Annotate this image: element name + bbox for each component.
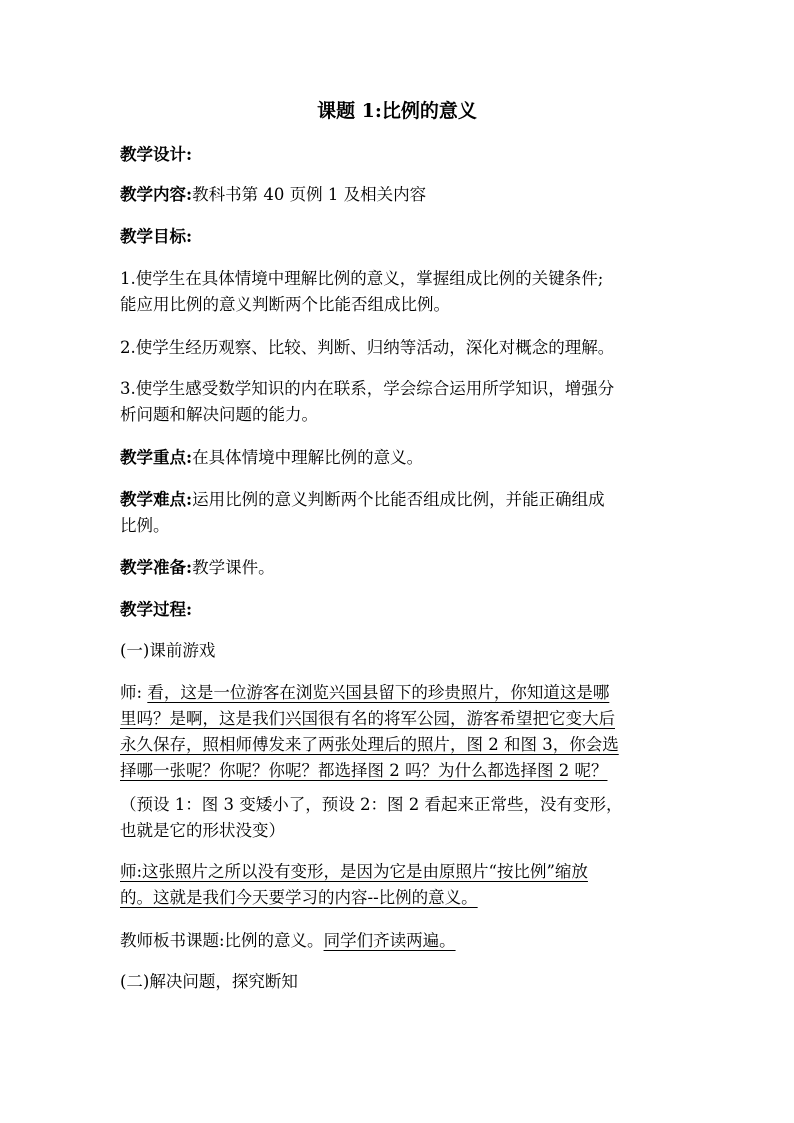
preparation [120, 557, 680, 579]
para-2-line-2: 的。这就是我们今天要学习的内容--比例的意义。 [120, 888, 478, 907]
para-2-line-1: 师:这张照片之所以没有变形，是因为它是由原照片“按比例”缩放 [120, 862, 588, 881]
teaching-process-heading: 教学过程: [120, 600, 193, 619]
preparation-text: 教学课件。 [192, 558, 275, 577]
document-title: 课题 1:比例的意义 [317, 100, 477, 122]
teaching-content-label: 教学内容: [120, 185, 193, 204]
para-1-note-line-1: （预设 1：图 3 变矮小了，预设 2：图 2 看起来正常些，没有变形， [120, 795, 623, 814]
difficulty-label: 教学难点: [120, 490, 193, 509]
key-point [120, 447, 680, 469]
difficulty-line-2: 比例。 [120, 516, 170, 535]
para-1-line-3: 永久保存，照相师傅发来了两张处理后的照片，图 2 和图 3，你会选 [120, 735, 619, 754]
goal-1-line-2: 能应用比例的意义判断两个比能否组成比例。 [120, 295, 450, 314]
para-3 [120, 930, 680, 952]
para-1-text-1: 看，这是一位游客在浏览兴国县留下的珍贵照片，你知道这是哪 [147, 683, 610, 702]
para-1-line-2: 里吗？是啊，这是我们兴国很有名的将军公园，游客希望把它变大后 [120, 709, 615, 728]
key-point-text: 在具体情境中理解比例的意义。 [192, 448, 424, 467]
difficulty-line-1 [120, 489, 680, 511]
teaching-design-heading: 教学设计: [120, 145, 193, 164]
goal-2-line-1: 2.使学生经历观察、比较、判断、归纳等活动，深化对概念的理解。 [120, 338, 615, 357]
goal-3-line-2: 析问题和解决问题的能力。 [120, 405, 318, 424]
para-1-line-4: 择哪一张呢？你呢？你呢？都选择图 2 吗？为什么都选择图 2 呢？ [120, 761, 608, 780]
goal-3-line-1: 3.使学生感受数学知识的内在联系，学会综合运用所学知识，增强分 [120, 379, 615, 398]
para-1-speaker: 师: [120, 683, 148, 702]
section-1-heading: (一)课前游戏 [120, 641, 216, 660]
teaching-content [120, 184, 680, 206]
key-point-label: 教学重点: [120, 448, 193, 467]
teaching-goals-heading: 教学目标: [120, 227, 193, 246]
para-1-note-line-2: 也就是它的形状没变） [120, 821, 285, 840]
para-1-line-1 [120, 682, 680, 704]
para-3-plain: 教师板书课题:比例的意义。 [120, 931, 324, 950]
difficulty-text-1: 运用比例的意义判断两个比能否组成比例，并能正确组成 [192, 490, 605, 509]
section-2-heading: (二)解决问题，探究断知 [120, 972, 298, 991]
para-3-underlined: 同学们齐读两遍。 [323, 931, 456, 950]
preparation-label: 教学准备: [120, 558, 193, 577]
goal-1-line-1: 1.使学生在具体情境中理解比例的意义，掌握组成比例的关键条件; [120, 269, 604, 288]
teaching-content-text: 教科书第 40 页例 1 及相关内容 [192, 185, 427, 204]
